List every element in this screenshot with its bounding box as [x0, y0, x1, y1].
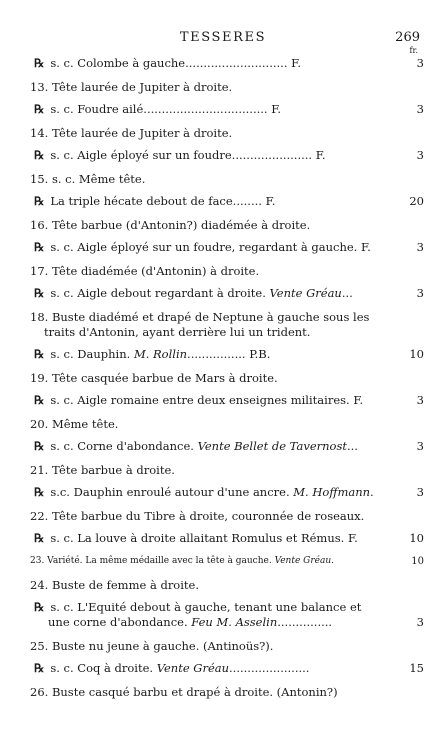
page-header: [0, 30, 446, 55]
entry-text: 26. Buste casqué barbu et drapé à droite. (Antonin?): [30, 685, 338, 699]
entry-text: La triple hécate debout de face........ F.: [50, 194, 276, 208]
entry-text: 13. Tête laurée de Jupiter à droite.: [30, 80, 233, 94]
obverse-entry: [0, 80, 446, 95]
reverse-entry: [0, 240, 446, 255]
obverse-entry: [0, 417, 446, 432]
entry-text: 20. Même tête.: [30, 417, 119, 431]
entry-text: s. c. L'Equité debout à gauche, tenant une balance et: [50, 600, 362, 614]
reverse-entry: [0, 531, 446, 546]
entry-text: 16. Tête barbue (d'Antonin?) diadémée à droite.: [30, 218, 311, 232]
entry-text: 25. Buste nu jeune à gauche. (Antinoüs?).: [30, 639, 274, 653]
entry-text: s. c. Corne d'abondance.: [50, 439, 194, 453]
reverse-entry: [0, 286, 446, 301]
entry-leader: ...: [346, 439, 358, 453]
entry-text: s. c. La louve à droite allaitant Romulus et Rémus. F.: [50, 531, 358, 545]
reverse-symbol-icon: ℞: [34, 600, 45, 614]
entry-price: 15: [409, 661, 424, 675]
obverse-entry: [0, 463, 446, 478]
reverse-entry: [0, 600, 446, 630]
entry-text: 15. s. c. Même tête.: [30, 172, 146, 186]
entry-price: 3: [416, 148, 424, 162]
reverse-symbol-icon: ℞: [34, 148, 45, 162]
entry-continuation-text: traits d'Antonin, ayant derrière lui un trident.: [44, 325, 311, 339]
reverse-entry: [0, 148, 446, 163]
entry-text: s. c. Aigle éployé sur un foudre, regardant à gauche. F.: [50, 240, 371, 254]
entry-text: s. c. Colombe à gauche............................ F.: [50, 56, 301, 70]
entry-text: s. c. Aigle romaine entre deux enseignes militaires. F.: [50, 393, 364, 407]
reverse-symbol-icon: ℞: [34, 286, 45, 300]
entry-text: s. c. Coq à droite.: [50, 661, 154, 675]
reverse-symbol-icon: ℞: [34, 194, 45, 208]
catalogue-entries: [0, 56, 446, 700]
reverse-symbol-icon: ℞: [34, 531, 45, 545]
entry-text: 14. Tête laurée de Jupiter à droite.: [30, 126, 233, 140]
reverse-symbol-icon: ℞: [34, 102, 45, 116]
entry-price: 3: [416, 615, 424, 629]
reverse-symbol-icon: ℞: [34, 240, 45, 254]
reverse-symbol-icon: ℞: [34, 56, 45, 70]
entry-text: s. c. Aigle éployé sur un foudre...................... F.: [50, 148, 326, 162]
entry-source: Vente Gréau: [156, 661, 230, 675]
obverse-entry: [0, 509, 446, 524]
running-title: TESSERES: [179, 30, 267, 45]
entry-text: s. c. Dauphin.: [50, 347, 131, 361]
entry-price: 3: [416, 393, 424, 407]
obverse-entry: [0, 264, 446, 279]
reverse-entry: [0, 485, 446, 500]
obverse-entry: [0, 639, 446, 654]
reverse-entry: [0, 439, 446, 454]
obverse-entry: [0, 172, 446, 187]
reverse-entry: [0, 661, 446, 676]
entry-price: 10: [409, 531, 424, 545]
entry-price: 10: [411, 556, 424, 567]
entry-source: Vente Gréau: [269, 286, 342, 300]
entry-price: 10: [409, 347, 424, 361]
entry-text: s. c. Foudre ailé.................................. F.: [50, 102, 282, 116]
entry-source: Vente Gréau: [274, 556, 332, 566]
entry-source: M. Rollin: [133, 347, 188, 361]
entry-text: 17. Tête diadémée (d'Antonin) à droite.: [30, 264, 260, 278]
entry-leader: ................ P.B.: [187, 347, 271, 361]
entry-price: 3: [416, 485, 424, 499]
entry-text: s.c. Dauphin enroulé autour d'une ancre.: [50, 485, 290, 499]
entry-text: 22. Tête barbue du Tibre à droite, couronnée de roseaux.: [30, 509, 365, 523]
entry-text: 19. Tête casquée barbue de Mars à droite.: [30, 371, 278, 385]
reverse-symbol-icon: ℞: [34, 661, 45, 675]
reverse-symbol-icon: ℞: [34, 393, 45, 407]
obverse-entry: [0, 685, 446, 700]
entry-text: 23. Variété. La même médaille avec la tête à gauche.: [30, 556, 272, 566]
entry-price: 3: [416, 240, 424, 254]
entry-price: 3: [416, 286, 424, 300]
reverse-entry: [0, 194, 446, 209]
entry-price: 3: [416, 102, 424, 116]
entry-price: 20: [409, 194, 424, 208]
entry-leader: ...: [341, 286, 353, 300]
reverse-entry: [0, 102, 446, 117]
entry-leader: .: [331, 556, 335, 566]
page-number: 269: [395, 30, 420, 45]
reverse-entry: [0, 393, 446, 408]
entry-source: Feu M. Asselin: [191, 615, 278, 629]
entry-text: 18. Buste diadémé et drapé de Neptune à gauche sous les: [30, 310, 370, 324]
entry-continuation: [34, 615, 410, 630]
obverse-entry: [0, 126, 446, 141]
entry-leader: .: [370, 485, 374, 499]
reverse-symbol-icon: ℞: [34, 347, 45, 361]
entry-text: 24. Buste de femme à droite.: [30, 578, 199, 592]
entry-leader: ......................: [229, 661, 310, 675]
entry-price: 3: [416, 439, 424, 453]
reverse-symbol-icon: ℞: [34, 439, 45, 453]
reverse-entry: [0, 56, 446, 71]
obverse-entry: [0, 218, 446, 233]
entry-source: Vente Bellet de Tavernost: [197, 439, 347, 453]
entry-price: 3: [416, 56, 424, 70]
reverse-symbol-icon: ℞: [34, 485, 45, 499]
entry-continuation-text: une corne d'abondance.: [48, 615, 188, 629]
entry-leader: ...............: [277, 615, 333, 629]
entry-text: 21. Tête barbue à droite.: [30, 463, 175, 477]
entry-source: M. Hoffmann: [293, 485, 371, 499]
obverse-entry: [0, 554, 446, 569]
price-unit-label: fr.: [409, 46, 418, 55]
entry-continuation: [30, 325, 410, 340]
obverse-entry: [0, 578, 446, 593]
obverse-entry: [0, 371, 446, 386]
entry-text: s. c. Aigle debout regardant à droite.: [50, 286, 266, 300]
reverse-entry: [0, 347, 446, 362]
obverse-entry: [0, 310, 446, 340]
